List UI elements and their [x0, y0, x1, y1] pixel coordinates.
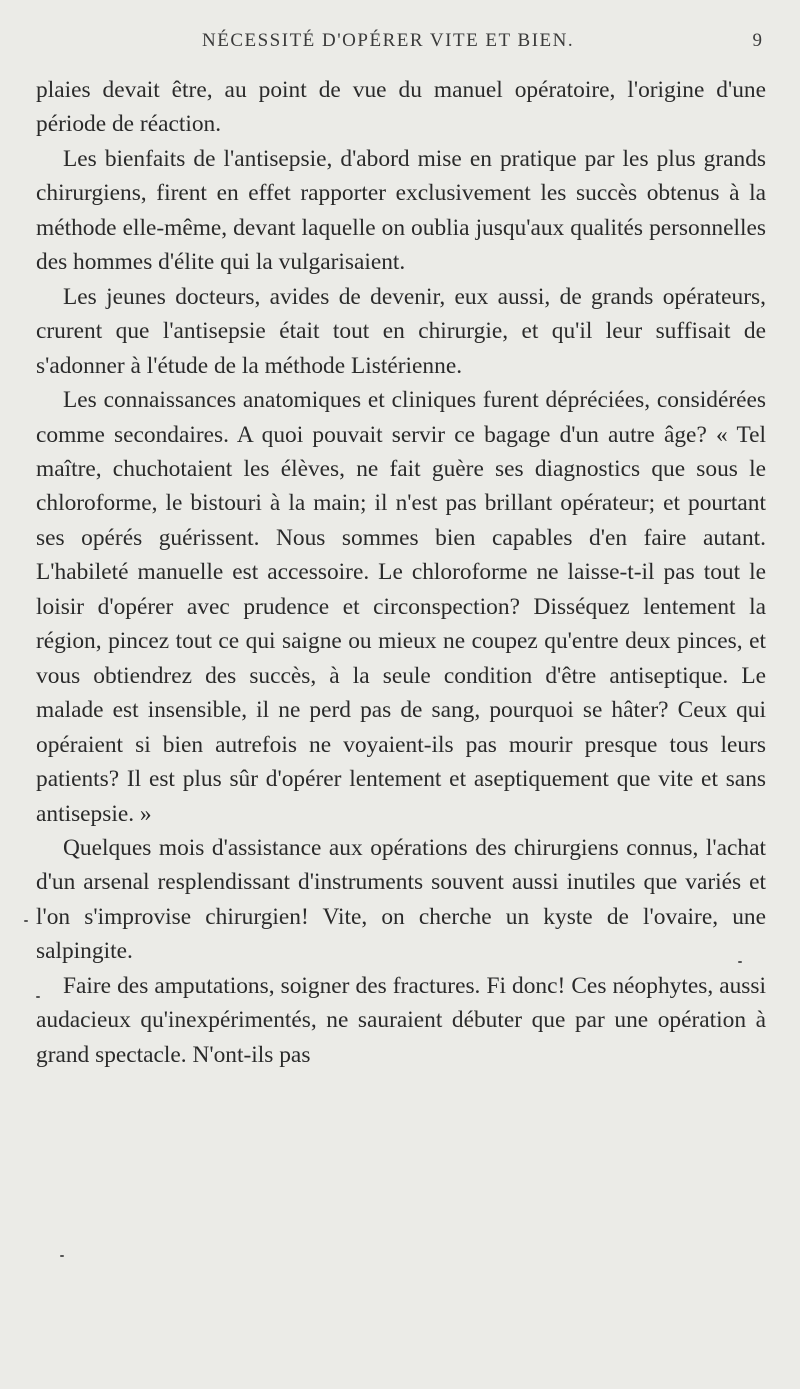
print-speck: [60, 1255, 64, 1257]
page-number: 9: [752, 30, 762, 51]
paragraph: Les bienfaits de l'antisepsie, d'abord mise en pratique par les plus grands chirurgiens, firent en effet rapporter exclusivement les succès obtenus à la méthode elle-même, devant laquelle on oublia jusqu'aux qualités personnelles des hommes d'élite qui la vulgarisaient.: [36, 145, 766, 276]
paragraph: plaies devait être, au point de vue du manuel opératoire, l'origine d'une période de réaction.: [36, 77, 766, 138]
running-title: NÉCESSITÉ D'OPÉRER VITE ET BIEN.: [202, 30, 575, 51]
running-head: [0, 30, 800, 60]
paragraph: Faire des amputations, soigner des fractures. Fi donc! Ces néophytes, aussi audacieux qu'inexpérimentés, ne sauraient débuter que par une opération à grand spectacle. N'ont-ils pas: [36, 972, 766, 1068]
paragraph: Les connaissances anatomiques et cliniques furent dépréciées, considérées comme secondaires. A quoi pouvait servir ce bagage d'un autre âge? « Tel maître, chuchotaient les élèves, ne fait guère ses diagnostics que sous le chloroforme, le bistouri à la main; il n'est pas brillant opérateur; et pourtant ses opérés guérissent. Nous sommes bien capables d'en faire autant. L'habileté manuelle est accessoire. Le chloroforme ne laisse-t-il pas tout le loisir d'opérer avec prudence et circonspection? Disséquez lentement la région, pincez tout ce qui saigne ou mieux ne coupez qu'entre deux pinces, et vous obtiendrez des succès, à la seule condition d'être antiseptique. Le malade est insensible, il ne perd pas de sang, pourquoi se hâter? Ceux qui opéraient si bien autrefois ne voyaient-ils pas mourir presque tous leurs patients? Il est plus sûr d'opérer lentement et aseptiquement que vite et sans antisepsie. »: [36, 387, 766, 827]
paragraph: Quelques mois d'assistance aux opérations des chirurgiens connus, l'achat d'un arsenal resplendissant d'instruments souvent aussi inutiles que variés et l'on s'improvise chirurgien! Vite, on cherche un kyste de l'ovaire, une salpingite.: [36, 834, 766, 965]
body-text: [36, 73, 766, 1072]
print-speck: [36, 996, 40, 998]
print-speck: [24, 920, 28, 922]
print-speck: [738, 961, 742, 963]
paragraph: Les jeunes docteurs, avides de devenir, eux aussi, de grands opérateurs, crurent que l'antisepsie était tout en chirurgie, et qu'il leur suffisait de s'adonner à l'étude de la méthode Listérienne.: [36, 283, 766, 379]
